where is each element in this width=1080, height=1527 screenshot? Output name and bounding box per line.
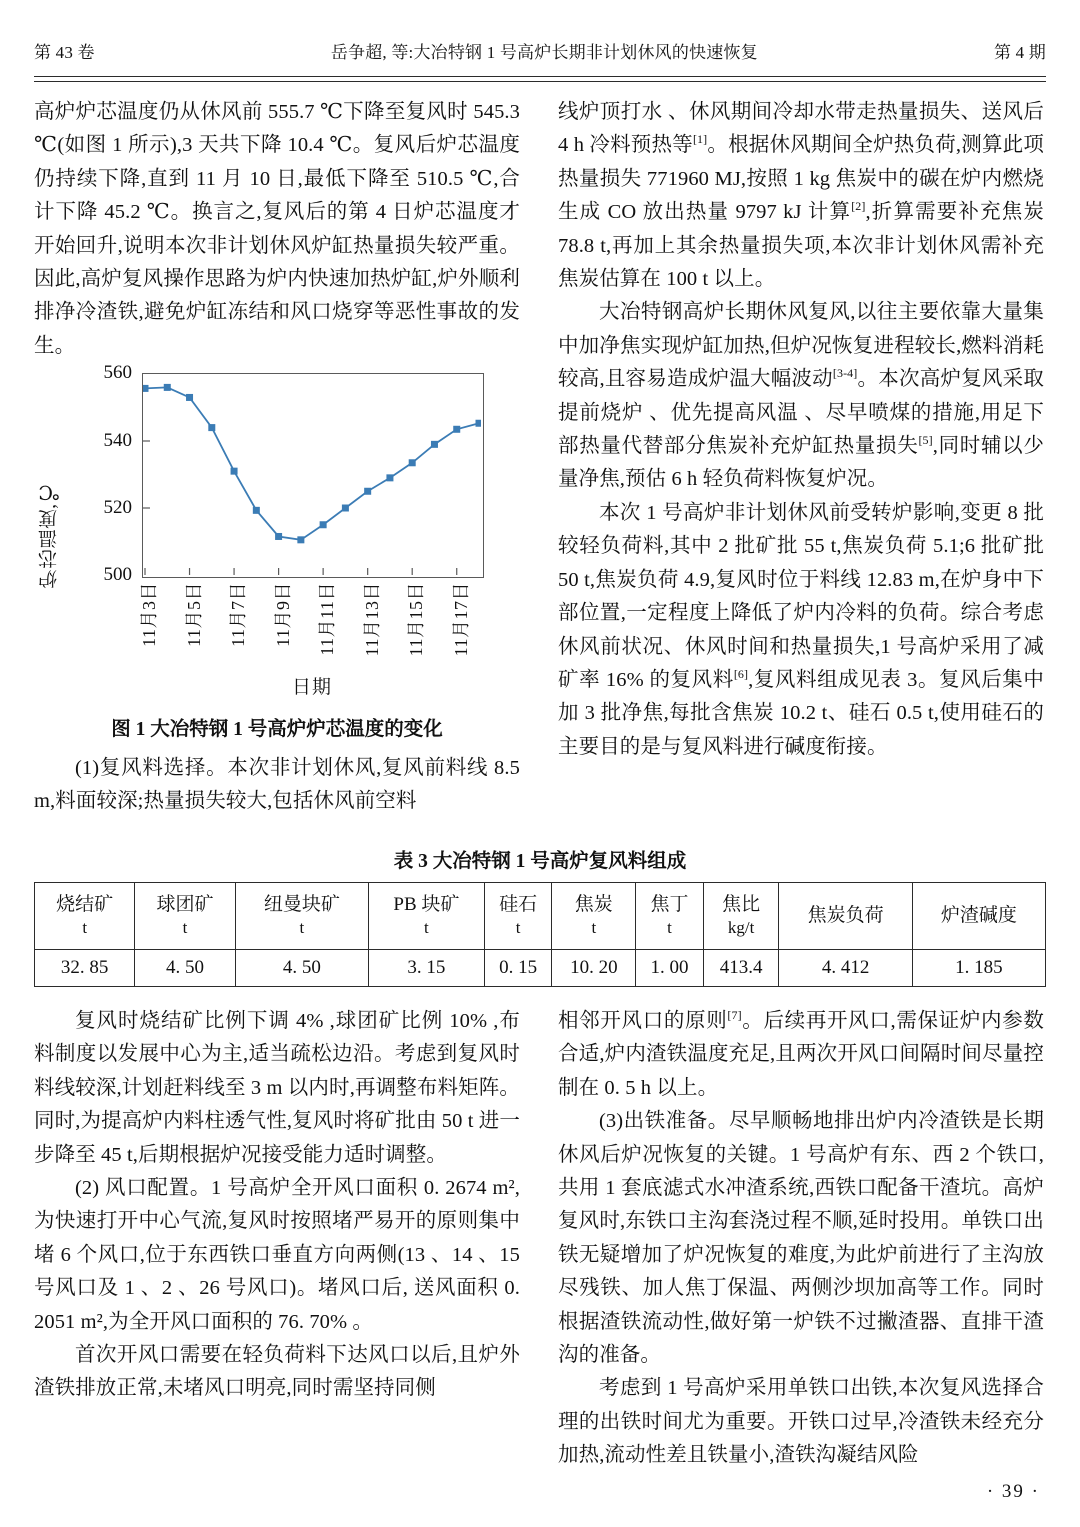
table-cell-1: 4. 50 xyxy=(135,950,235,987)
paragraph: 高炉炉芯温度仍从休风前 555.7 ℃下降至复风时 545.3 ℃(如图 1 所示),3 天共下降 10.4 ℃。复风后炉芯温度仍持续下降,直到 11 月 10 日,最低下降至 510.5 ℃,合计下降 45.2 ℃。换言之,复风后的第 4 日炉芯温度才开始回升,说明本次非计划休风炉缸热量损失较严重。因此,高炉复风操作思路为炉内快速加热炉缸,炉外顺利排净冷渣铁,避免炉缸冻结和风口烧穿等恶性事故的发生。 xyxy=(34,101,520,357)
header-unit: kg/t xyxy=(727,918,755,938)
header-name: 焦丁 xyxy=(650,893,689,915)
data-point-marker xyxy=(164,384,171,391)
data-point-marker xyxy=(476,420,482,427)
x-tick-label: 11月13日 xyxy=(361,582,382,657)
text-run: 。后续再开风口,需保证炉内参数合适,炉内渣铁温度充足,且两次开风口间隔时间尽量控制在 0. 5 h 以上。 xyxy=(558,1010,1044,1099)
text-run: 相邻开风口的原则 xyxy=(558,1010,728,1032)
table-cell-7: 413.4 xyxy=(703,950,779,987)
x-tick-label: 11月17日 xyxy=(450,582,471,657)
y-tick-520: 520 xyxy=(103,497,132,518)
text-run: ,复风料组成见表 3。复风后集中加 3 批净焦,每批含焦炭 10.2 t、硅石 0.5 t,使用硅石的主要目的是与复风料进行碱度衔接。 xyxy=(558,668,1044,758)
text-run: 大冶特钢高炉长期休风复风,以往主要依靠大量集中加净焦实现炉缸加热,但炉况恢复进程较长,燃料消耗较高,且容易造成炉温大幅波动 xyxy=(558,301,1044,391)
paragraph xyxy=(558,296,1044,496)
data-point-marker xyxy=(253,507,260,514)
data-point-marker xyxy=(453,426,460,433)
header-unit: t xyxy=(82,918,88,938)
x-tick-label: 11月5日 xyxy=(183,582,204,647)
data-point-marker xyxy=(297,536,304,543)
table-header-cell-1 xyxy=(135,883,235,950)
y-axis-ticks xyxy=(86,360,132,590)
left-column-after-figure xyxy=(34,752,520,819)
paragraph xyxy=(558,96,1044,296)
table-cell-5: 10. 20 xyxy=(552,950,636,987)
citation-ref: [3-4] xyxy=(832,366,858,381)
x-tick-label: 11月9日 xyxy=(272,582,293,647)
header-name: 焦炭负荷 xyxy=(807,905,884,927)
table-header-cell-9 xyxy=(912,883,1045,950)
paragraph: 考虑到 1 号高炉采用单铁口出铁,本次复风选择合理的出铁时间尤为重要。开铁口过早,冷渣铁未经充分加热,流动性差且铁量小,渣铁沟凝结风险 xyxy=(558,1377,1044,1467)
header-unit: t xyxy=(591,918,597,938)
table-3-grid xyxy=(34,882,1046,987)
data-point-marker xyxy=(364,488,371,495)
text-run: 。本次高炉复风采取提前烧炉 、优先提高风温 、尽早喷煤的措施,用足下部热量代替部分焦炭补充炉缸热量损失 xyxy=(558,368,1044,458)
header-name: 炉渣碱度 xyxy=(940,905,1017,927)
text-run: 本次 1 号高炉非计划休风前受转炉影响,变更 8 批较轻负荷料,其中 2 批矿批 55 t,焦炭负荷 5.1;6 批矿批 50 t,焦炭负荷 4.9,复风时位于料线 12.83 m,在炉身中下部位置,一定程度上降低了炉内冷料的负荷。综合考虑休风前状况、休风时间和热量损失,1 号高炉采用了减矿率 16% 的复风料 xyxy=(558,501,1044,691)
header-name: 球团矿 xyxy=(156,893,214,915)
figure-1-caption: 图 1 大冶特钢 1 号高炉炉芯温度的变化 xyxy=(111,719,443,740)
table-header-cell-8 xyxy=(779,883,912,950)
header-name: 烧结矿 xyxy=(56,893,114,915)
x-tick-label: 11月15日 xyxy=(406,582,427,657)
y-tick-560: 560 xyxy=(103,362,132,383)
figure-1 xyxy=(34,360,520,700)
header-name: 硅石 xyxy=(499,893,538,915)
header-divider xyxy=(34,76,1046,82)
text-run: ,同时辅以少量净焦,预估 6 h 轻负荷料恢复炉况。 xyxy=(558,435,1044,491)
data-point-marker xyxy=(275,533,282,540)
x-tick-label: 11月3日 xyxy=(139,582,159,647)
citation-ref: [7] xyxy=(727,1008,742,1023)
x-tick-label: 11月11日 xyxy=(317,582,338,656)
table-header-cell-3 xyxy=(368,883,484,950)
y-tick-540: 540 xyxy=(103,430,132,451)
left-column-lower xyxy=(34,1005,520,1406)
table-3-caption: 表 3 大冶特钢 1 号高炉复风料组成 xyxy=(393,851,687,872)
table-cell-8: 4. 412 xyxy=(779,950,912,987)
line-chart xyxy=(142,373,484,578)
data-point-marker xyxy=(231,468,238,475)
header-unit: t xyxy=(299,918,305,938)
data-point-marker xyxy=(409,459,416,466)
citation-ref: [1] xyxy=(692,132,708,147)
text-run: 。根据休风期间全炉热负荷,测算此项热量损失 771960 MJ,按照 1 kg 焦炭中的碳在炉内燃烧生成 CO 放出热量 9797 kJ 计算 xyxy=(558,134,1044,224)
running-head xyxy=(34,38,1046,63)
paragraph: (1)复风料选择。本次非计划休风,复风前料线 8.5 m,料面较深;热量损失较大,包括休风前空料 xyxy=(34,757,520,813)
table-cell-2: 4. 50 xyxy=(235,950,368,987)
table-3 xyxy=(34,845,1046,987)
page-number: · 39 · xyxy=(986,1481,1040,1502)
header-name: 焦比 xyxy=(722,893,761,915)
paragraph: (2) 风口配置。1 号高炉全开风口面积 0. 2674 m²,为快速打开中心气流,复风时按照堵严易开的原则集中堵 6 个风口,位于东西铁口垂直方向两侧(13 、14 、15 号风口及 1 、2 、26 号风口)。堵风口后, 送风面积 0. 2051 m²,为全开风口面积的 76. 70% 。 xyxy=(34,1177,520,1333)
table-header-row xyxy=(35,883,1046,950)
citation-ref: [6] xyxy=(733,667,749,682)
text-run: ,折算需要补充焦炭 78.8 t,再加上其余热量损失项,本次非计划休风需补充焦炭估算在 100 t 以上。 xyxy=(558,201,1044,291)
header-name: 焦炭 xyxy=(574,893,613,915)
x-axis-labels xyxy=(139,582,482,674)
paragraph xyxy=(558,497,1044,764)
table-header-cell-7 xyxy=(703,883,779,950)
data-series-line xyxy=(145,387,479,539)
table-header-cell-0 xyxy=(35,883,135,950)
y-tick-500: 500 xyxy=(103,564,132,585)
running-head-volume: 第 43 卷 xyxy=(34,43,95,62)
table-cell-4: 0. 15 xyxy=(484,950,552,987)
data-point-marker xyxy=(320,521,327,528)
header-name: PB 块矿 xyxy=(393,893,460,915)
chart-svg xyxy=(143,374,481,575)
text-run: 线炉顶打水 、休风期间冷却水带走热量损失、送风后 4 h 冷料预热等 xyxy=(558,101,1044,157)
data-point-marker xyxy=(431,441,438,448)
citation-ref: [2] xyxy=(851,199,866,214)
x-axis-label: 日期 xyxy=(291,677,332,698)
header-unit: t xyxy=(424,918,429,938)
table-cell-6: 1. 00 xyxy=(636,950,704,987)
table-row xyxy=(35,950,1046,987)
table-cell-0: 32. 85 xyxy=(35,950,135,987)
data-point-marker xyxy=(143,385,149,392)
table-header-cell-4 xyxy=(484,883,552,950)
figure-1-plot-area xyxy=(34,360,520,700)
header-name: 纽曼块矿 xyxy=(263,893,340,915)
table-header-cell-5 xyxy=(552,883,636,950)
running-head-title: 岳争超, 等:大冶特钢 1 号高炉长期非计划休风的快速恢复 xyxy=(330,43,758,62)
data-point-marker xyxy=(208,424,215,431)
table-cell-3: 3. 15 xyxy=(368,950,484,987)
table-body xyxy=(35,950,1046,987)
x-tick-label: 11月7日 xyxy=(228,582,249,647)
data-point-marker xyxy=(342,505,349,512)
y-axis-label: 炉芯温度,℃ xyxy=(39,480,60,589)
header-unit: t xyxy=(515,918,521,938)
header-unit: t xyxy=(182,918,188,938)
table-cell-9: 1. 185 xyxy=(912,950,1045,987)
header-unit: t xyxy=(667,918,672,938)
paragraph: 首次开风口需要在轻负荷料下达风口以后,且炉外渣铁排放正常,未堵风口明亮,同时需坚持同侧 xyxy=(34,1344,520,1400)
table-head xyxy=(35,883,1046,950)
table-header-cell-6 xyxy=(636,883,704,950)
citation-ref: [5] xyxy=(918,433,933,448)
paragraph: (3)出铁准备。尽早顺畅地排出炉内冷渣铁是长期休风后炉况恢复的关键。1 号高炉有东、西 2 个铁口,共用 1 套底滤式水冲渣系统,西铁口配备干渣坑。高炉复风时,东铁口主沟套浇过程不顺,延时投用。单铁口出铁无疑增加了炉况恢复的难度,为此炉前进行了主沟放尽残铁、加人焦丁保温、两侧沙坝加高等工作。同时根据渣铁流动性,做好第一炉铁不过撇渣器、直排干渣沟的准备。 xyxy=(558,1110,1044,1367)
left-column-upper xyxy=(34,96,520,363)
paragraph: 复风时烧结矿比例下调 4% ,球团矿比例 10% ,布料制度以发展中心为主,适当疏松边沿。考虑到复风时料线较深,计划赶料线至 3 m 以内时,再调整布料矩阵。同时,为提高炉内料柱透气性,复风时将矿批由 50 t 进一步降至 45 t,后期根据炉况接受能力适时调整。 xyxy=(34,1010,520,1166)
paragraph xyxy=(558,1005,1044,1105)
data-point-marker xyxy=(386,474,393,481)
table-header-cell-2 xyxy=(235,883,368,950)
running-head-issue: 第 4 期 xyxy=(993,43,1046,62)
right-column-lower xyxy=(558,1005,1044,1473)
data-point-marker xyxy=(186,394,193,401)
right-column-upper xyxy=(558,96,1044,764)
